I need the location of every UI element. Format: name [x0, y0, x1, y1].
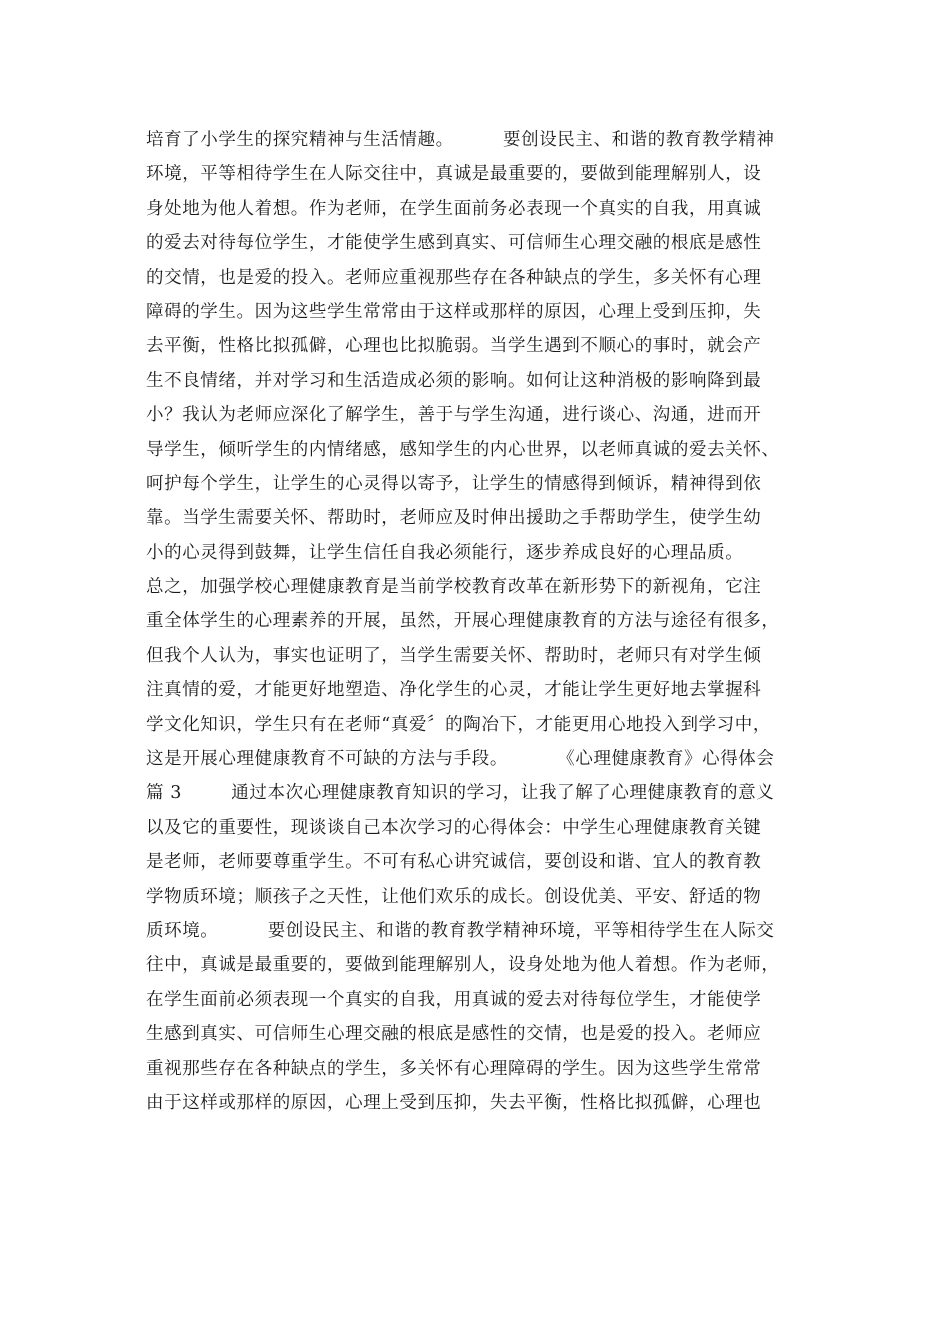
- text-line: 总之，加强学校心理健康教育是当前学校教育改革在新形势下的新视角，它注: [146, 577, 762, 598]
- text-line: 以及它的重要性，现谈谈自己本次学习的心得体会：中学生心理健康教育关键: [146, 817, 762, 838]
- text-line: 生不良情绪，并对学习和生活造成必须的影响。如何让这种消极的影响降到最: [146, 370, 762, 391]
- text-line: 学文化知识，学生只有在老师“真爱〞的陶冶下，才能更用心地投入到学习中，: [146, 714, 771, 735]
- text-line: 质环境。 要创设民主、和谐的教育教学精神环境，平等相待学生在人际交: [146, 920, 775, 941]
- text-line: 是老师，老师要尊重学生。不可有私心讲究诚信，要创设和谐、宜人的教育教: [146, 852, 762, 873]
- text-line: 小？我认为老师应深化了解学生，善于与学生沟通，进行谈心、沟通，进而开: [146, 405, 762, 426]
- text-line: 去平衡，性格比拟孤僻，心理也比拟脆弱。当学生遇到不顺心的事时，就会产: [146, 336, 762, 357]
- text-line: 障碍的学生。因为这些学生常常由于这样或那样的原因，心理上受到压抑，失: [146, 301, 762, 322]
- text-line: 的交情，也是爱的投入。老师应重视那些存在各种缺点的学生，多关怀有心理: [146, 267, 762, 288]
- body-text: [146, 123, 826, 1120]
- text-line: 的爱去对待每位学生，才能使学生感到真实、可信师生心理交融的根底是感性: [146, 233, 762, 254]
- text-line: 这是开展心理健康教育不可缺的方法与手段。 《心理健康教育》心得体会: [146, 749, 775, 770]
- text-line: 学物质环境；顺孩子之天性，让他们欢乐的成长。创设优美、平安、舒适的物: [146, 886, 762, 907]
- text-line: 篇 3 通过本次心理健康教育知识的学习，让我了解了心理健康教育的意义: [146, 783, 775, 804]
- text-line: 但我个人认为，事实也证明了，当学生需要关怀、帮助时，老师只有对学生倾: [146, 645, 762, 666]
- text-line: 由于这样或那样的原因，心理上受到压抑，失去平衡，性格比拟孤僻，心理也: [146, 1092, 762, 1113]
- text-line: 呵护每个学生，让学生的心灵得以寄予，让学生的情感得到倾诉，精神得到依: [146, 473, 762, 494]
- text-line: 靠。当学生需要关怀、帮助时，老师应及时伸出援助之手帮助学生，使学生幼: [146, 508, 762, 529]
- text-line: 培育了小学生的探究精神与生活情趣。 要创设民主、和谐的教育教学精神: [146, 130, 775, 150]
- text-line: 小的心灵得到鼓舞，让学生信任自我必须能行，逐步养成良好的心理品质。: [146, 542, 744, 563]
- text-line: 环境，平等相待学生在人际交往中，真诚是最重要的，要做到能理解别人，设: [146, 164, 762, 185]
- text-line: 重全体学生的心理素养的开展，虽然，开展心理健康教育的方法与途径有很多，: [146, 611, 780, 632]
- text-line: 身处地为他人着想。作为老师，在学生面前务必表现一个真实的自我，用真诚: [146, 198, 762, 219]
- text-line: 在学生面前必须表现一个真实的自我，用真诚的爱去对待每位学生，才能使学: [146, 989, 762, 1010]
- text-line: 生感到真实、可信师生心理交融的根底是感性的交情，也是爱的投入。老师应: [146, 1024, 762, 1045]
- text-line: 重视那些存在各种缺点的学生，多关怀有心理障碍的学生。因为这些学生常常: [146, 1058, 762, 1079]
- text-line: 注真情的爱，才能更好地塑造、净化学生的心灵，才能让学生更好地去掌握科: [146, 680, 762, 701]
- text-line: 导学生，倾听学生的内情绪感，感知学生的内心世界，以老师真诚的爱去关怀、: [146, 439, 780, 460]
- text-line: 往中，真诚是最重要的，要做到能理解别人，设身处地为他人着想。作为老师，: [146, 955, 780, 976]
